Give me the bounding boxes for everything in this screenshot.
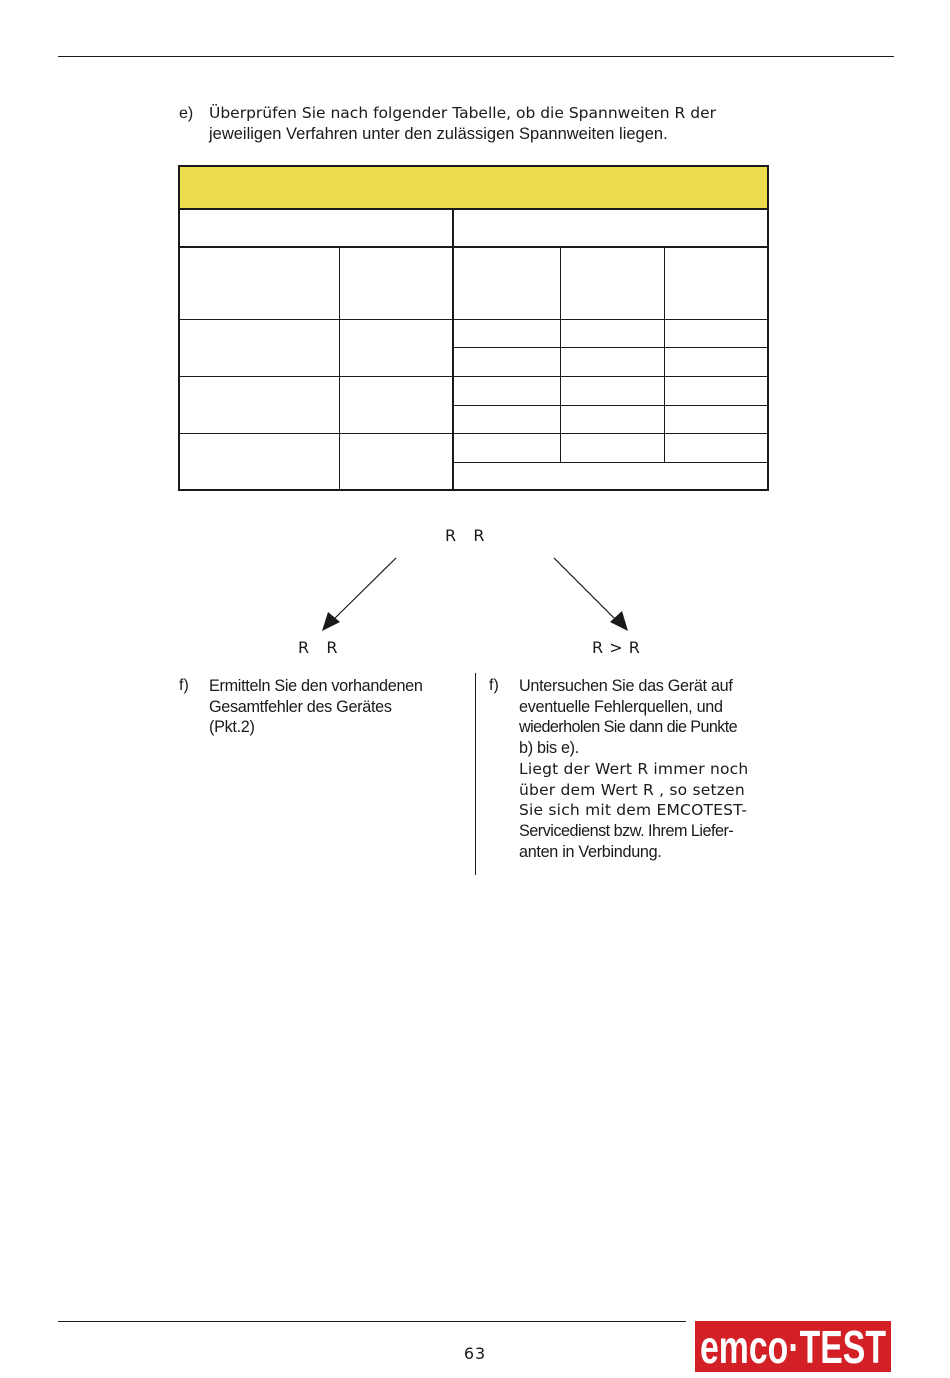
flow-top-label: R R [445, 526, 485, 545]
text-line: Liegt der Wert R immer noch [519, 759, 749, 778]
step-f-right-text [519, 676, 779, 862]
page-number: 63 [463, 1344, 487, 1363]
logo-wordmark: emco·TEST [700, 1321, 886, 1373]
step-f-right-label: f) [489, 677, 499, 694]
text-line: Sie sich mit dem EMCOTEST- [519, 801, 748, 820]
flow-left-label: R R [298, 638, 338, 657]
text-line: anten in Verbindung. [519, 842, 662, 861]
text-line: (Pkt.2) [209, 718, 255, 737]
text-line: Untersuchen Sie das Gerät auf [519, 677, 733, 695]
text-line: Servicedienst bzw. Ihrem Liefer- [519, 821, 734, 840]
text-line: wiederholen Sie dann die Punkte [519, 718, 738, 737]
text-line: eventuelle Fehlerquellen, und [519, 697, 723, 716]
bottom-rule [58, 1321, 686, 1322]
right-arrow-shaft [554, 558, 619, 623]
right-arrow-head [610, 611, 628, 631]
flow-right-label: R > R [592, 638, 641, 657]
step-e-label: e) [179, 105, 194, 122]
step-f-left-text [209, 676, 469, 738]
text-line: Ermitteln Sie den vorhandenen [209, 677, 423, 695]
left-arrow-head [322, 612, 340, 631]
step-e-line-1: Überprüfen Sie nach folgender Tabelle, ob die Spannweiten R der [209, 104, 716, 122]
left-arrow-shaft [330, 558, 396, 623]
step-f-left-label: f) [179, 677, 189, 694]
emcotest-logo [695, 1321, 891, 1372]
column-divider [475, 673, 476, 875]
text-line: b) bis e). [519, 739, 579, 758]
text-line: Gesamtfehler des Gerätes [209, 697, 392, 716]
emcotest-logo-mark [695, 1321, 891, 1372]
text-line: über dem Wert R , so setzen [519, 780, 745, 799]
step-e-line-2: jeweiligen Verfahren unter den zulässigen Spannweiten liegen. [209, 125, 668, 143]
